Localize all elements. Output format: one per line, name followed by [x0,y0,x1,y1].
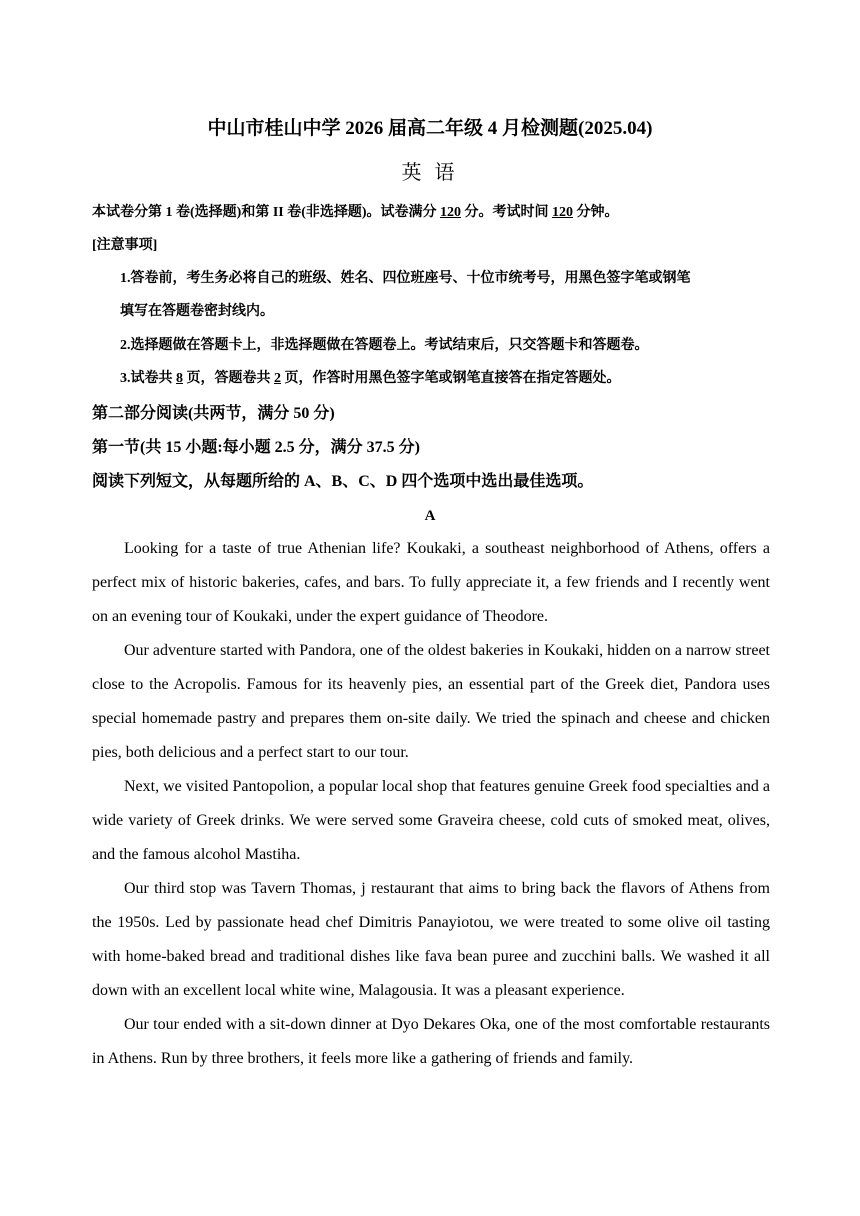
total-score: 120 [440,205,462,220]
passage-paragraph: Next, we visited Pantopolion, a popular local shop that features genuine Greek food specialties and a wide variety of Greek drinks. We were served some Graveira cheese, cold cuts of smoked meat, olives, and the famous alcohol Mastiha. [92,778,770,863]
notes-heading: [注意事项] [92,238,158,253]
passage-paragraph: Looking for a taste of true Athenian life? Koukaki, a southeast neighborhood of Athens, offers a perfect mix of historic bakeries, cafes, and bars. To fully appreciate it, a few friends and I recently went on an evening tour of Koukaki, under the expert guidance of Theodore. [92,540,770,625]
exam-time: 120 [552,205,574,220]
passage-paragraph: Our third stop was Tavern Thomas, j restaurant that aims to bring back the flavors of Athens from the 1950s. Led by passionate head chef Dimitris Panayiotou, we were treated to some olive oil tasting with home-baked bread and traditional dishes like fava bean puree and zucchini balls. We washed it all down with an excellent local white wine, Malagousia. It was a pleasant experience. [92,880,770,999]
note-1-line-2: 填写在答题卷密封线内。 [120,304,274,319]
note-2: 2.选择题做在答题卡上，非选择题做在答题卷上。考试结束后，只交答题卡和答题卷。 [120,338,649,353]
note-3: 3.试卷共 8 页，答题卷共 2 页，作答时用黑色签字笔或钢笔直接答在指定答题处。 [120,371,621,386]
passage-label: A [424,508,436,524]
exam-intro: 本试卷分第 1 卷(选择题)和第 II 卷(非选择题)。试卷满分 120 分。考试时间 120 分钟。 [92,205,619,220]
reading-instruction: 阅读下列短文，从每题所给的 A、B、C、D 四个选项中选出最佳选项。 [92,473,594,490]
passage-a [92,532,770,1076]
paper-page-count: 8 [176,371,183,386]
part-two-heading: 第二部分阅读(共两节，满分 50 分) [92,405,335,422]
answer-page-count: 2 [274,371,281,386]
passage-paragraph: Our adventure started with Pandora, one of the oldest bakeries in Koukaki, hidden on a narrow street close to the Acropolis. Famous for its heavenly pies, an essential part of the Greek diet, Pandora uses special homemade pastry and prepares them on-site daily. We tried the spinach and cheese and chicken pies, both delicious and a perfect start to our tour. [92,642,770,761]
passage-paragraph: Our tour ended with a sit-down dinner at Dyo Dekares Oka, one of the most comfortable restaurants in Athens. Run by three brothers, it feels more like a gathering of friends and family. [92,1016,770,1067]
note-1-line-1: 1.答卷前，考生务必将自己的班级、姓名、四位班座号、十位市统考号，用黑色签字笔或钢笔 [120,271,691,286]
section-one-heading: 第一节(共 15 小题:每小题 2.5 分，满分 37.5 分) [92,439,420,456]
exam-title: 中山市桂山中学 2026 届高二年级 4 月检测题(2025.04) [207,118,653,139]
subject-title: 英 语 [401,162,459,184]
